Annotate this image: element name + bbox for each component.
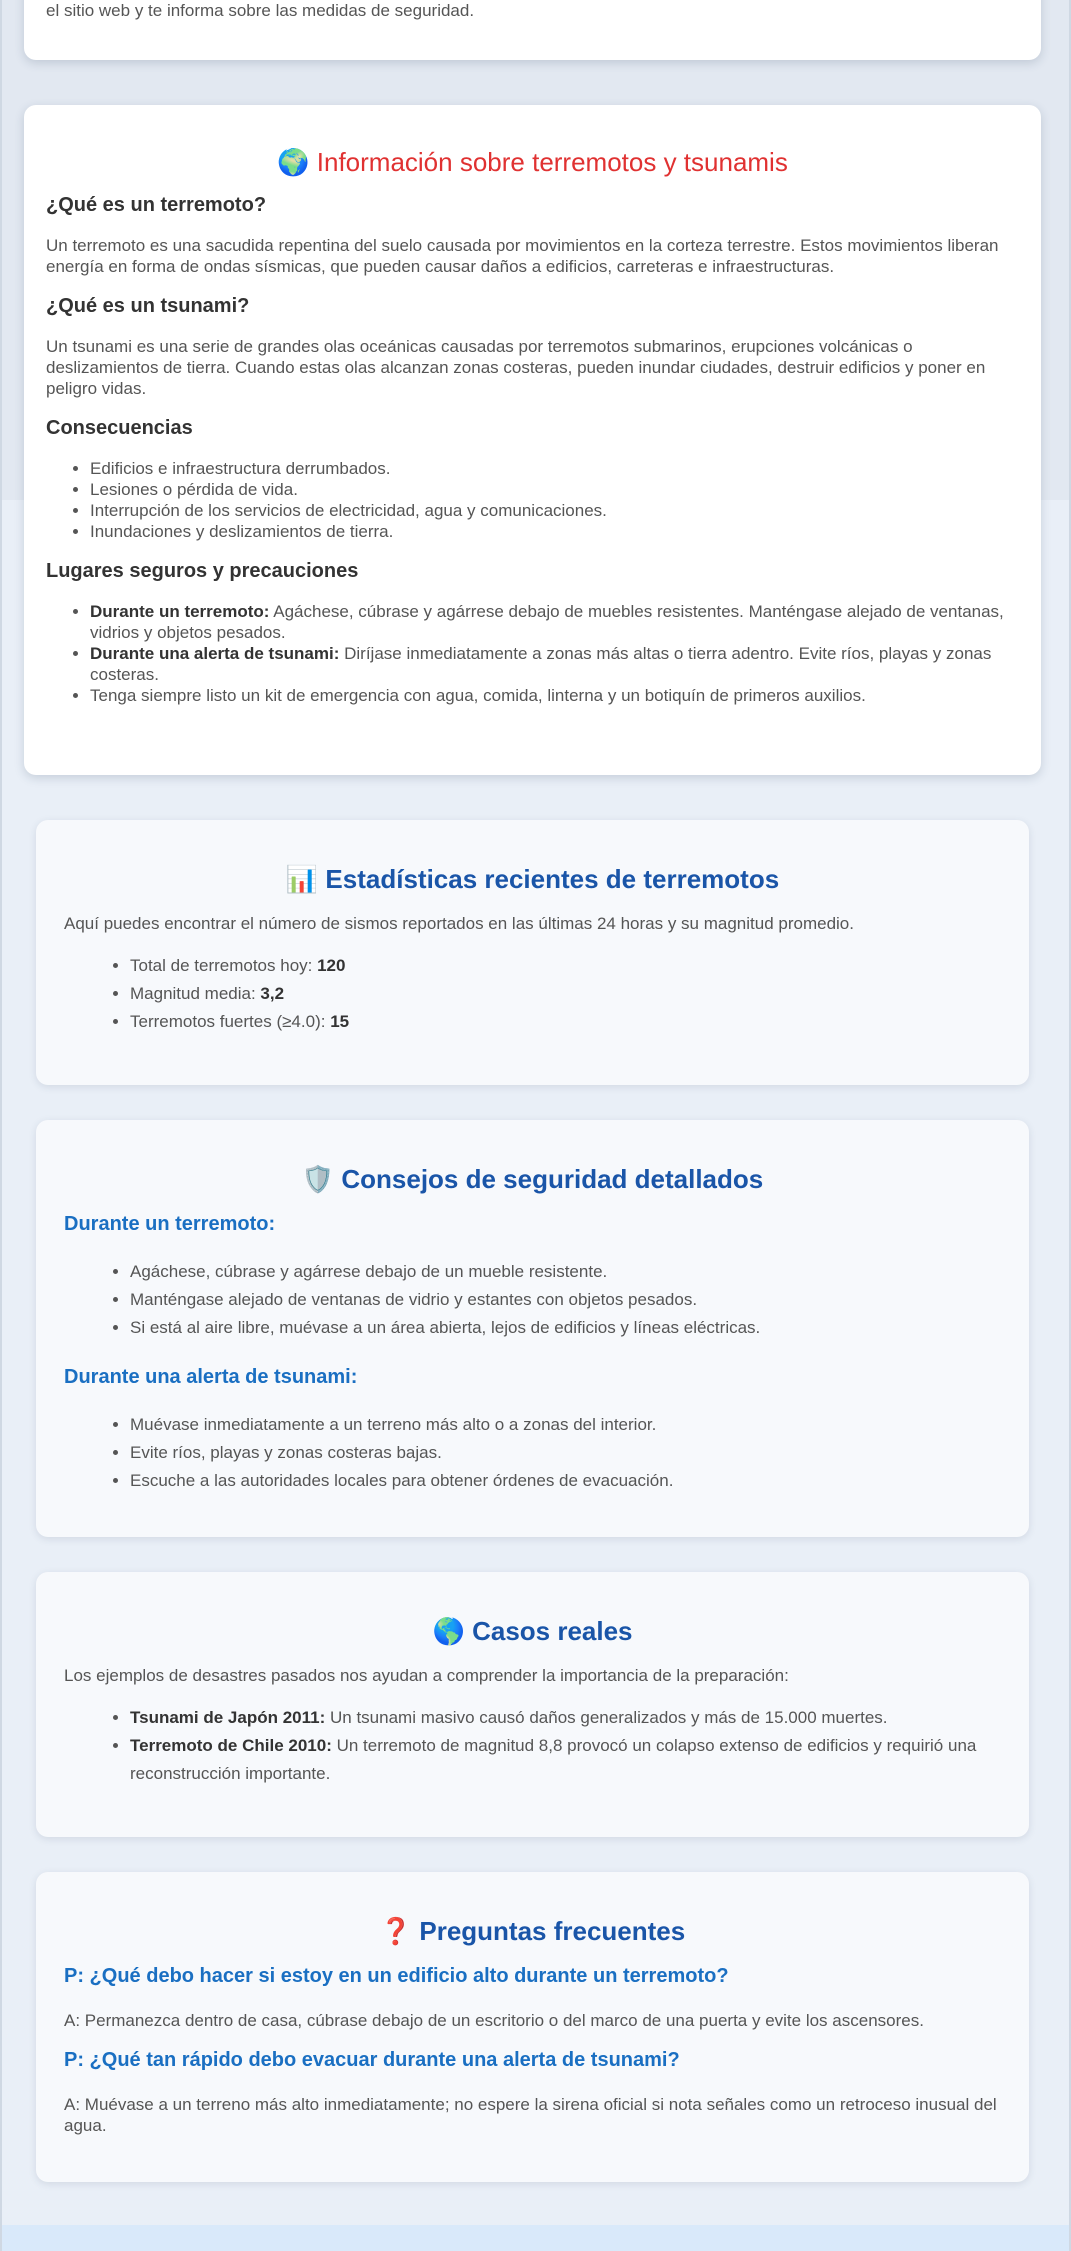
page-frame-left <box>0 0 2 2251</box>
stat-item-strong <box>130 1008 1001 1036</box>
stats-intro: Aquí puedes encontrar el número de sismos reportados en las últimas 24 horas y su magnitud promedio. <box>64 914 854 933</box>
cases-intro: Los ejemplos de desastres pasados nos ayudan a comprender la importancia de la preparación: <box>64 1666 789 1685</box>
list-item: • Edificios e infraestructura derrumbados. <box>90 458 1019 479</box>
globe-americas-icon: 🌎 <box>432 1617 465 1647</box>
list-item <box>90 643 1019 685</box>
list-item-text: Un tsunami masivo causó daños generalizados y más de 15.000 muertes. <box>325 1708 888 1727</box>
info-title-text: Información sobre terremotos y tsunamis <box>316 147 788 177</box>
stats-card <box>36 820 1029 1085</box>
list-item: • Evite ríos, playas y zonas costeras bajas. <box>130 1439 1001 1467</box>
tips-card <box>36 1120 1029 1537</box>
globe-icon: 🌍 <box>277 148 310 178</box>
list-item: • Si está al aire libre, muévase a un área abierta, lejos de edificios y líneas eléctricas. <box>130 1314 1001 1342</box>
list-item: • Inundaciones y deslizamientos de tierra. <box>90 521 1019 542</box>
list-item-bold: Durante un terremoto: <box>90 602 270 621</box>
list-item-bold: Durante una alerta de tsunami: <box>90 644 340 663</box>
cases-card <box>36 1572 1029 1837</box>
tips-title <box>64 1164 1001 1195</box>
intro-card <box>24 0 1041 60</box>
stat-item-total <box>130 952 1001 980</box>
bar-chart-icon: 📊 <box>285 865 319 895</box>
list-item <box>90 601 1019 643</box>
faq-title <box>64 1916 1001 1947</box>
list-item <box>130 1704 1001 1732</box>
list-item: • Lesiones o pérdida de vida. <box>90 479 1019 500</box>
tips-title-text: Consejos de seguridad detallados <box>341 1164 764 1194</box>
stat-item-magnitude <box>130 980 1001 1008</box>
stats-title-text: Estadísticas recientes de terremotos <box>325 864 780 894</box>
cases-title-text: Casos reales <box>472 1616 633 1646</box>
list-item <box>90 685 1019 706</box>
list-item-bold: Terremoto de Chile 2010: <box>130 1736 332 1755</box>
faq-title-text: Preguntas frecuentes <box>419 1916 686 1946</box>
info-title <box>46 147 1019 178</box>
list-item-text: Un terremoto de magnitud 8,8 provocó un colapso extenso de edificios y requirió una reconstrucción importante. <box>130 1736 977 1783</box>
list-item: • Escuche a las autoridades locales para obtener órdenes de evacuación. <box>130 1467 1001 1495</box>
heading-earthquake: ¿Qué es un terremoto? <box>46 194 267 216</box>
stat-value: 120 <box>317 956 346 975</box>
tips-earthquake-heading: Durante un terremoto: <box>64 1213 276 1235</box>
list-item: • Muévase inmediatamente a un terreno más alto o a zonas del interior. <box>130 1411 1001 1439</box>
stat-label: Magnitud media: <box>130 984 261 1003</box>
list-item: • Interrupción de los servicios de electricidad, agua y comunicaciones. <box>90 500 1019 521</box>
list-item: • Manténgase alejado de ventanas de vidrio y estantes con objetos pesados. <box>130 1286 1001 1314</box>
faq-answer-1: A: Permanezca dentro de casa, cúbrase debajo de un escritorio o del marco de una puerta y evite los ascensores. <box>64 2011 924 2030</box>
stat-label: Terremotos fuertes (≥4.0): <box>130 1012 331 1031</box>
stat-value: 3,2 <box>260 984 285 1003</box>
heading-tsunami: ¿Qué es un tsunami? <box>46 295 250 317</box>
list-item: • Agáchese, cúbrase y agárrese debajo de un mueble resistente. <box>130 1258 1001 1286</box>
faq-card <box>36 1872 1029 2182</box>
stats-title <box>64 864 1001 895</box>
heading-safe-places: Lugares seguros y precauciones <box>46 560 359 582</box>
faq-question-1: P: ¿Qué debo hacer si estoy en un edificio alto durante un terremoto? <box>64 1965 729 1987</box>
list-item <box>130 1732 1001 1788</box>
tips-earthquake-list <box>64 1258 1001 1342</box>
paragraph-earthquake: Un terremoto es una sacudida repentina del suelo causada por movimientos en la corteza terrestre. Estos movimientos liberan energía en forma de ondas sísmicas, que pueden causar daños a edificios, carreteras e infraestructuras. <box>46 236 999 276</box>
stats-list <box>64 952 1001 1036</box>
intro-text: el sitio web y te informa sobre las medidas de seguridad. <box>46 1 475 20</box>
cases-title <box>64 1616 1001 1647</box>
cases-list <box>64 1704 1001 1788</box>
paragraph-tsunami: Un tsunami es una serie de grandes olas oceánicas causadas por terremotos submarinos, erupciones volcánicas o deslizamientos de tierra. Cuando estas olas alcanzan zonas costeras, pueden inundar ciudades, destruir edificios y poner en peligro vidas. <box>46 337 986 398</box>
list-item-text: Diríjase inmediatamente a zonas más altas o tierra adentro. Evite ríos, playas y zonas costeras. <box>90 644 992 684</box>
faq-answer-2: A: Muévase a un terreno más alto inmediatamente; no espere la sirena oficial si nota señales como un retroceso inusual del agua. <box>64 2095 997 2135</box>
tips-tsunami-heading: Durante una alerta de tsunami: <box>64 1366 358 1388</box>
consequences-list <box>46 458 1019 542</box>
stat-value: 15 <box>330 1012 350 1031</box>
heading-consequences: Consecuencias <box>46 417 193 439</box>
list-item-bold: Tsunami de Japón 2011: <box>130 1708 326 1727</box>
safe-list <box>46 601 1019 706</box>
list-item-text: Agáchese, cúbrase y agárrese debajo de muebles resistentes. Manténgase alejado de ventanas, vidrios y objetos pesados. <box>90 602 1004 642</box>
shield-icon: 🛡️ <box>301 1165 335 1195</box>
faq-question-2: P: ¿Qué tan rápido debo evacuar durante una alerta de tsunami? <box>64 2049 680 2071</box>
info-card <box>24 105 1041 775</box>
tips-tsunami-list <box>64 1411 1001 1495</box>
stat-label: Total de terremotos hoy: <box>130 956 318 975</box>
question-mark-icon: ❓ <box>379 1917 413 1947</box>
list-item-text: Tenga siempre listo un kit de emergencia con agua, comida, linterna y un botiquín de primeros auxilios. <box>90 686 866 705</box>
